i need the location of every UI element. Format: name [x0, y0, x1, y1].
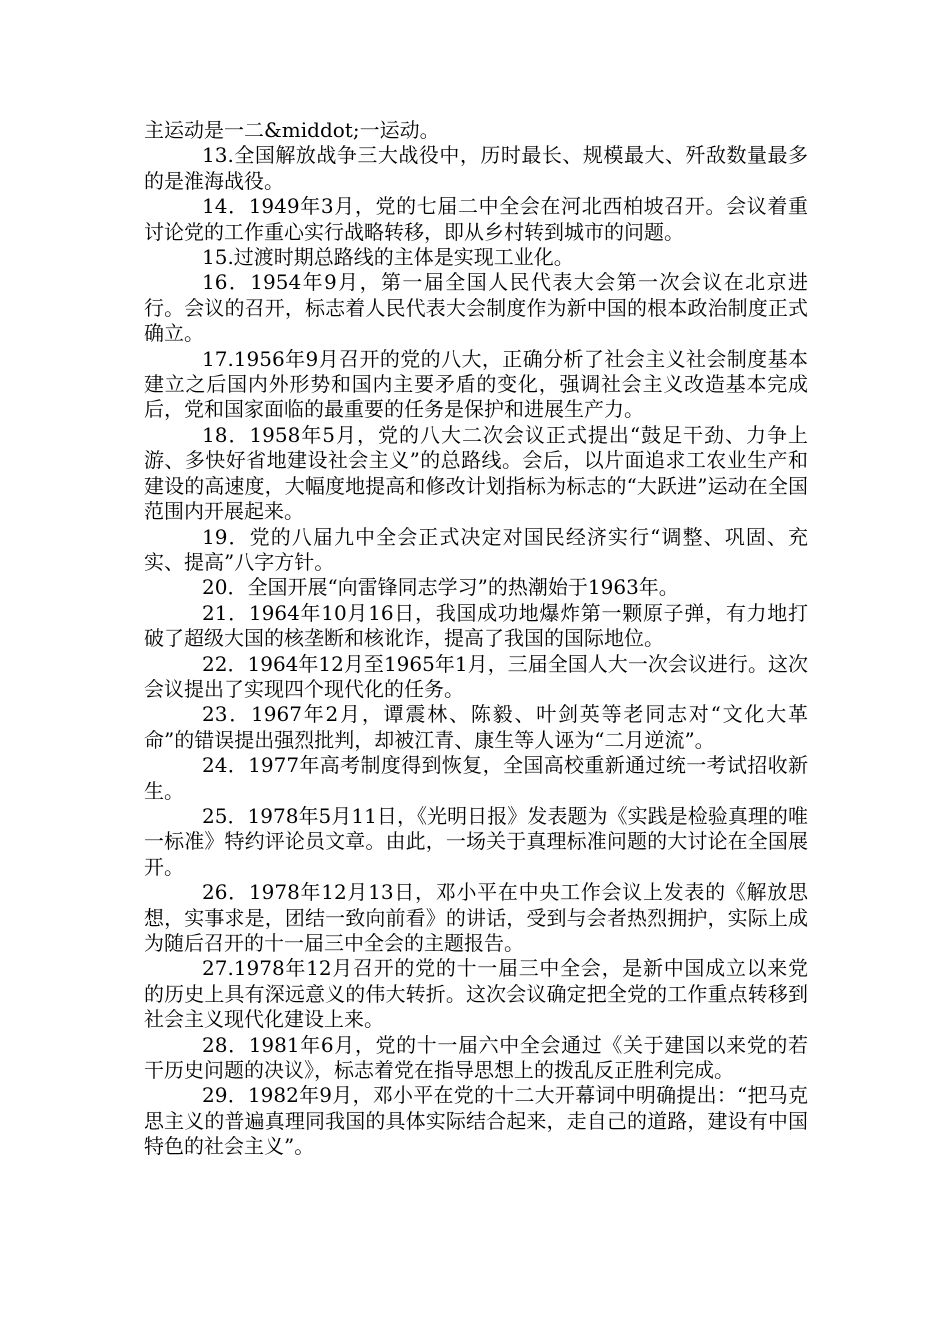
paragraph-15: 15.过渡时期总路线的主体是实现工业化。 — [202, 245, 574, 270]
paragraph-24: 24．1977年高考制度得到恢复，全国高校重新通过统一考试招收新生。 — [144, 753, 808, 803]
paragraph-18: 18．1958年5月，党的八大二次会议正式提出“鼓足干劲、力争上游、多快好省地建设社会主义”的总路线。会后，以片面追求工农业生产和建设的高速度，大幅度地提高和修改计划指标为标志的“大跃进”运动在全国范围内开展起来。 — [144, 422, 808, 524]
paragraph-19: 19．党的八届九中全会正式决定对国民经济实行“调整、巩固、充实、提高”八字方针。 — [144, 524, 808, 574]
paragraph-29: 29．1982年9月，邓小平在党的十二大开幕词中明确提出：“把马克思主义的普遍真理同我国的具体实际结合起来，走自己的道路，建设有中国特色的社会主义”。 — [144, 1083, 808, 1159]
paragraph-20: 20．全国开展“向雷锋同志学习”的热潮始于1963年。 — [202, 575, 679, 600]
paragraph-continuation: 主运动是一二&middot;一运动。 — [144, 118, 440, 142]
paragraph-23: 23．1967年2月，谭震林、陈毅、叶剑英等老同志对“文化大革命”的错误提出强烈批判，却被江青、康生等人诬为“二月逆流”。 — [144, 702, 808, 752]
paragraph-16: 16．1954年9月，第一届全国人民代表大会第一次会议在北京进行。会议的召开，标志着人民代表大会制度作为新中国的根本政治制度正式确立。 — [144, 270, 808, 346]
paragraph-28: 28．1981年6月，党的十一届六中全会通过《关于建国以来党的若干历史问题的决议》，标志着党在指导思想上的拨乱反正胜利完成。 — [144, 1032, 808, 1083]
paragraph-25: 25．1978年5月11日，《光明日报》发表题为《实践是检验真理的唯一标准》特约评论员文章。由此，一场关于真理标准问题的大讨论在全国展开。 — [144, 803, 808, 879]
paragraph-13: 13.全国解放战争三大战役中，历时最长、规模最大、歼敌数量最多的是淮海战役。 — [144, 143, 808, 193]
paragraph-14: 14．1949年3月，党的七届二中全会在河北西柏坡召开。会议着重讨论党的工作重心实行战略转移，即从乡村转到城市的问题。 — [144, 194, 808, 244]
paragraph-17: 17.1956年9月召开的党的八大，正确分析了社会主义社会制度基本建立之后国内外形势和国内主要矛盾的变化，强调社会主义改造基本完成后，党和国家面临的最重要的任务是保护和进展生产力。 — [144, 346, 808, 422]
paragraph-22: 22．1964年12月至1965年1月，三届全国人大一次会议进行。这次会议提出了实现四个现代化的任务。 — [144, 651, 808, 701]
paragraph-27: 27.1978年12月召开的党的十一届三中全会，是新中国成立以来党的历史上具有深远意义的伟大转折。这次会议确定把全党的工作重点转移到社会主义现代化建设上来。 — [144, 956, 808, 1032]
paragraph-21: 21．1964年10月16日，我国成功地爆炸第一颗原子弹，有力地打破了超级大国的核垄断和核讹诈，提高了我国的国际地位。 — [144, 600, 808, 651]
paragraph-26: 26．1978年12月13日，邓小平在中央工作会议上发表的《解放思想，实事求是，团结一致向前看》的讲话，受到与会者热烈拥护，实际上成为随后召开的十一届三中全会的主题报告。 — [144, 880, 808, 955]
document-page — [144, 118, 808, 1160]
